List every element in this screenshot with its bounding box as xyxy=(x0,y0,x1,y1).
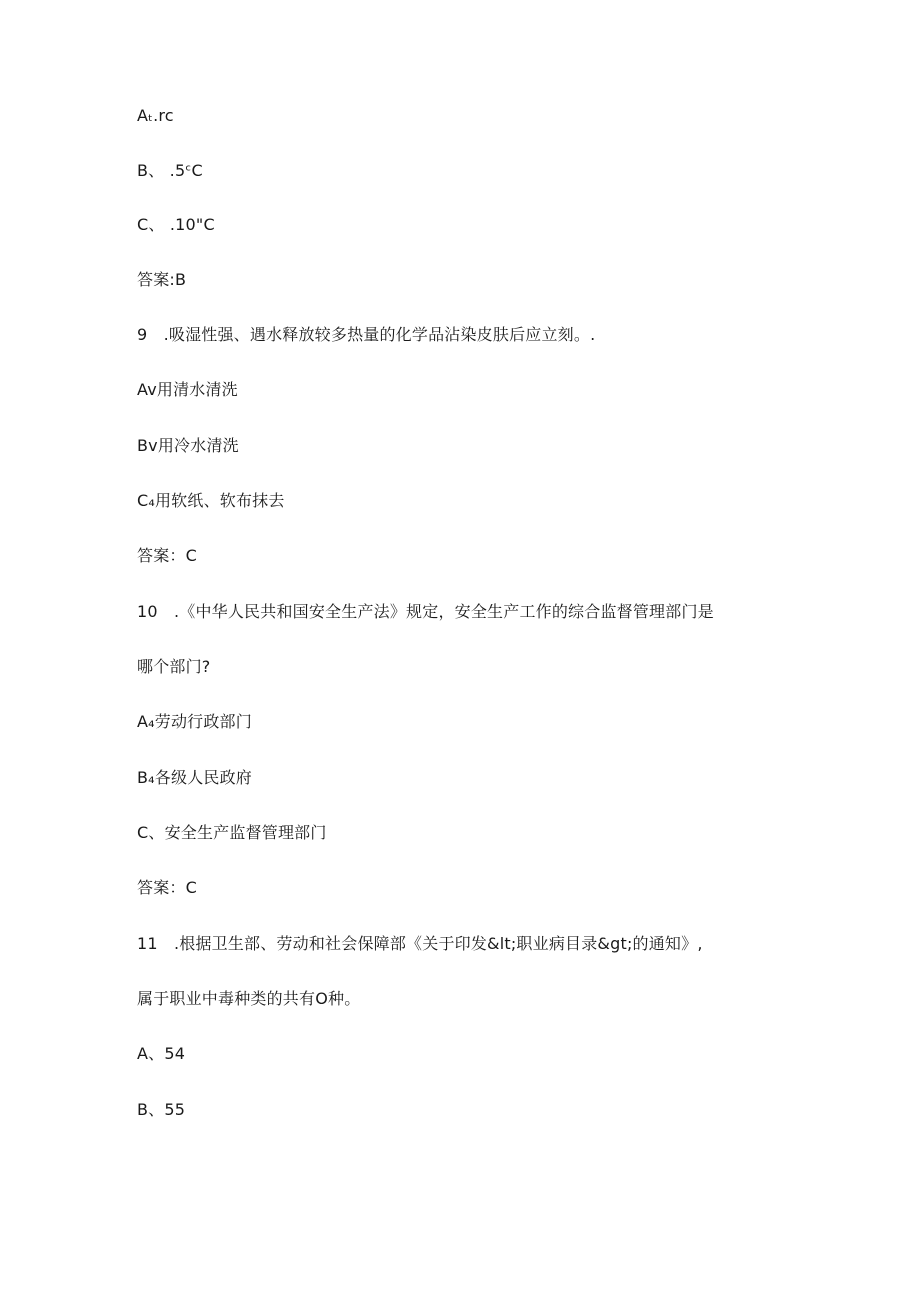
answer-q8: 答案:B xyxy=(137,270,187,289)
option-a-q8: Aₜ.rc xyxy=(137,106,174,125)
option-c-q10: C、安全生产监督管理部门 xyxy=(137,823,327,842)
option-c-q8: C、 .10"C xyxy=(137,215,215,234)
question-11-line-2: 属于职业中毒种类的共有O种。 xyxy=(137,989,361,1008)
question-10-line-2: 哪个部门? xyxy=(137,657,211,676)
option-b-q10: B₄各级人民政府 xyxy=(137,768,252,787)
question-11-line-1: 11 .根据卫生部、劳动和社会保障部《关于印发&lt;职业病目录&gt;的通知》, xyxy=(137,934,703,953)
option-b-q11: B、55 xyxy=(137,1100,186,1119)
option-a-q9: Av用清水清洗 xyxy=(137,380,238,399)
option-a-q10: A₄劳动行政部门 xyxy=(137,712,252,731)
answer-q10: 答案：C xyxy=(137,878,197,897)
question-10-line-1: 10 .《中华人民共和国安全生产法》规定，安全生产工作的综合监督管理部门是 xyxy=(137,602,714,621)
answer-q9: 答案：C xyxy=(137,546,197,565)
option-b-q9: Bv用冷水清洗 xyxy=(137,436,239,455)
option-a-q11: A、54 xyxy=(137,1044,186,1063)
option-b-q8: B、 .5ᶜC xyxy=(137,161,203,180)
option-c-q9: C₄用软纸、软布抹去 xyxy=(137,491,285,510)
question-9: 9 .吸湿性强、遇水释放较多热量的化学品沾染皮肤后应立刻。. xyxy=(137,325,596,344)
